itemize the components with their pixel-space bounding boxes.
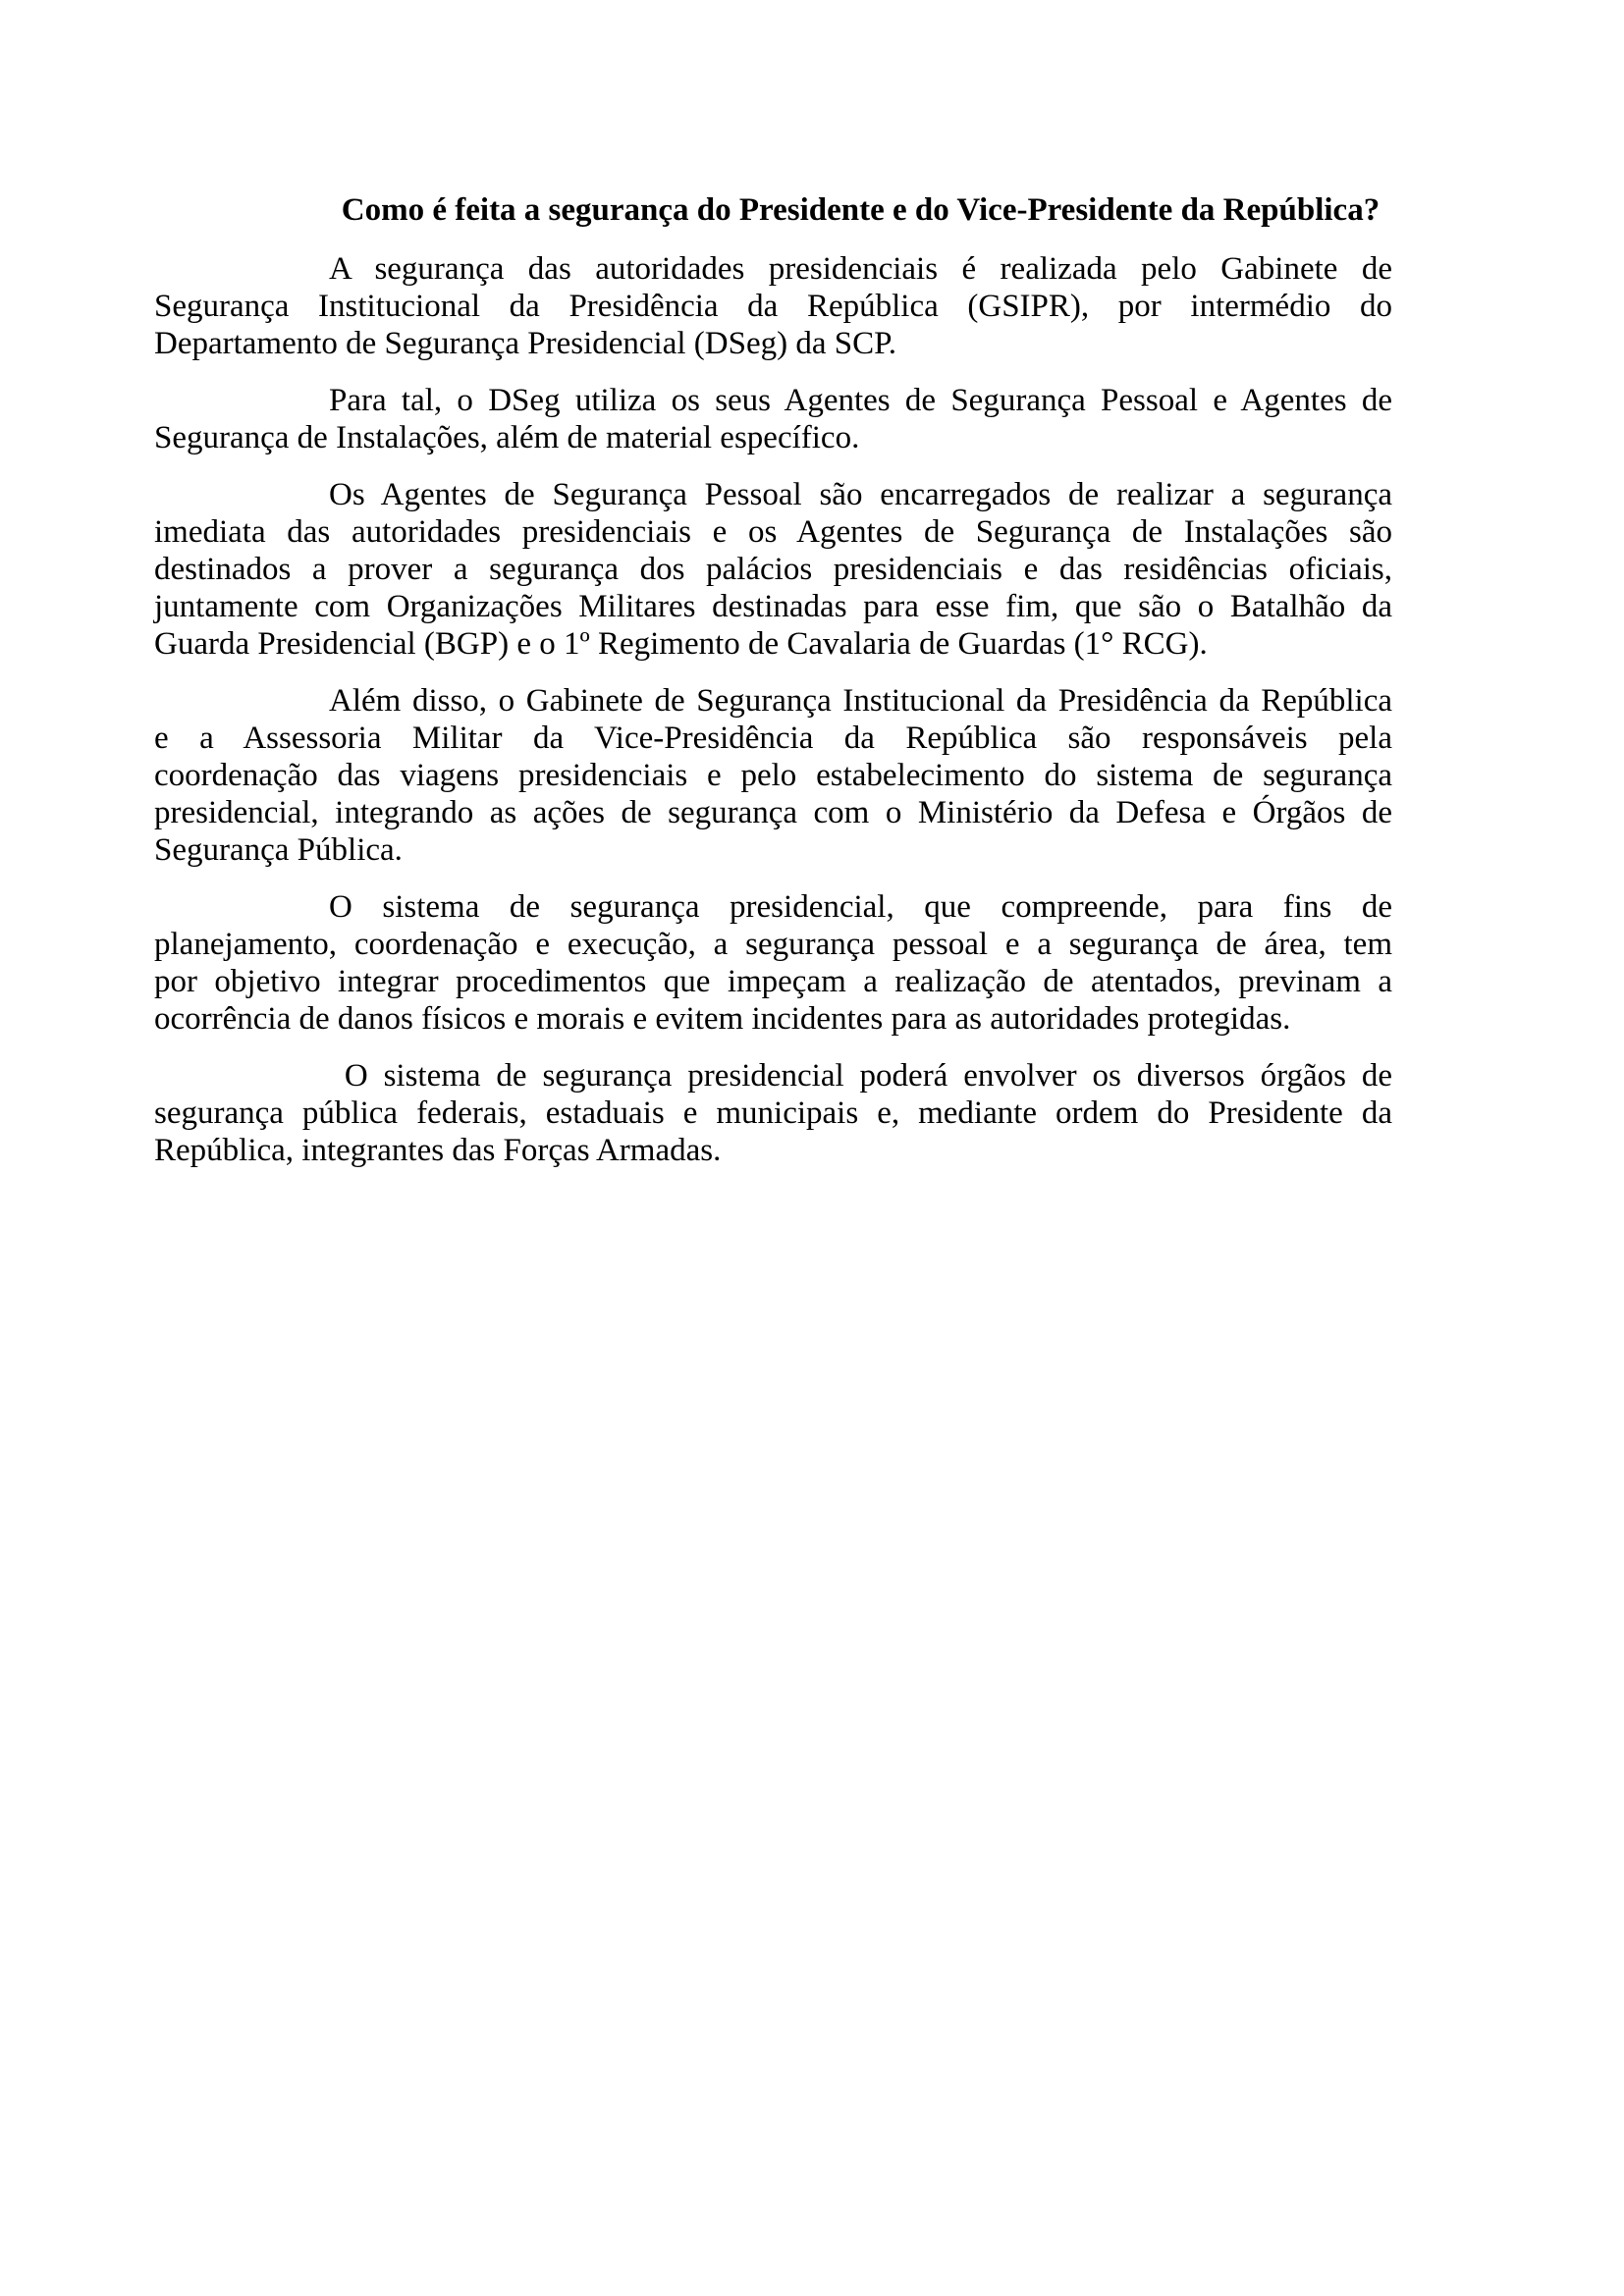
paragraph-line: O sistema de segurança presidencial poderá envolver os diversos órgãos de [329,1058,1392,1094]
paragraph-line: imediata das autoridades presidenciais e os Agentes de Segurança de Instalações são [154,514,1392,550]
paragraph-line: O sistema de segurança presidencial, que compreende, para fins de [329,889,1392,925]
paragraph-line: presidencial, integrando as ações de segurança com o Ministério da Defesa e Órgãos de [154,795,1392,830]
paragraph [154,1057,1392,1169]
document-title: Como é feita a segurança do Presidente e do Vice-Presidente da República? [341,192,1380,228]
document-content [154,191,1392,1189]
paragraph-line: destinados a prover a segurança dos palácios presidenciais e das residências oficiais, [154,552,1392,587]
paragraph-line: Segurança de Instalações, além de material específico. [154,420,860,455]
paragraphs [154,250,1392,1169]
paragraph [154,682,1392,869]
paragraph-line: Departamento de Segurança Presidencial (DSeg) da SCP. [154,326,897,361]
paragraph-line: ocorrência de danos físicos e morais e evitem incidentes para as autoridades protegidas. [154,1001,1291,1037]
paragraph-line: segurança pública federais, estaduais e municipais e, mediante ordem do Presidente da [154,1095,1392,1131]
paragraph-line: coordenação das viagens presidenciais e pelo estabelecimento do sistema de segurança [154,758,1392,793]
paragraph-line: Além disso, o Gabinete de Segurança Institucional da Presidência da República [329,683,1392,719]
paragraph-line: Segurança Institucional da Presidência da República (GSIPR), por intermédio do [154,289,1392,324]
paragraph [154,476,1392,663]
paragraph-line: juntamente com Organizações Militares destinadas para esse fim, que são o Batalhão da [154,589,1392,624]
paragraph-line: Guarda Presidencial (BGP) e o 1º Regimento de Cavalaria de Guardas (1° RCG). [154,626,1208,662]
paragraph-line: Para tal, o DSeg utiliza os seus Agentes de Segurança Pessoal e Agentes de [329,383,1392,418]
paragraph-line: A segurança das autoridades presidenciais é realizada pelo Gabinete de [329,251,1392,287]
paragraph-line: República, integrantes das Forças Armadas. [154,1133,722,1168]
paragraph-line: por objetivo integrar procedimentos que impeçam a realização de atentados, previnam a [154,964,1392,999]
paragraph-line: Os Agentes de Segurança Pessoal são encarregados de realizar a segurança [329,477,1392,512]
paragraph-line: e a Assessoria Militar da Vice-Presidência da República são responsáveis pela [154,721,1392,756]
paragraph [154,888,1392,1038]
paragraph [154,382,1392,456]
paragraph-line: planejamento, coordenação e execução, a segurança pessoal e a segurança de área, tem [154,927,1392,962]
paragraph [154,250,1392,362]
paragraph-line: Segurança Pública. [154,832,403,868]
